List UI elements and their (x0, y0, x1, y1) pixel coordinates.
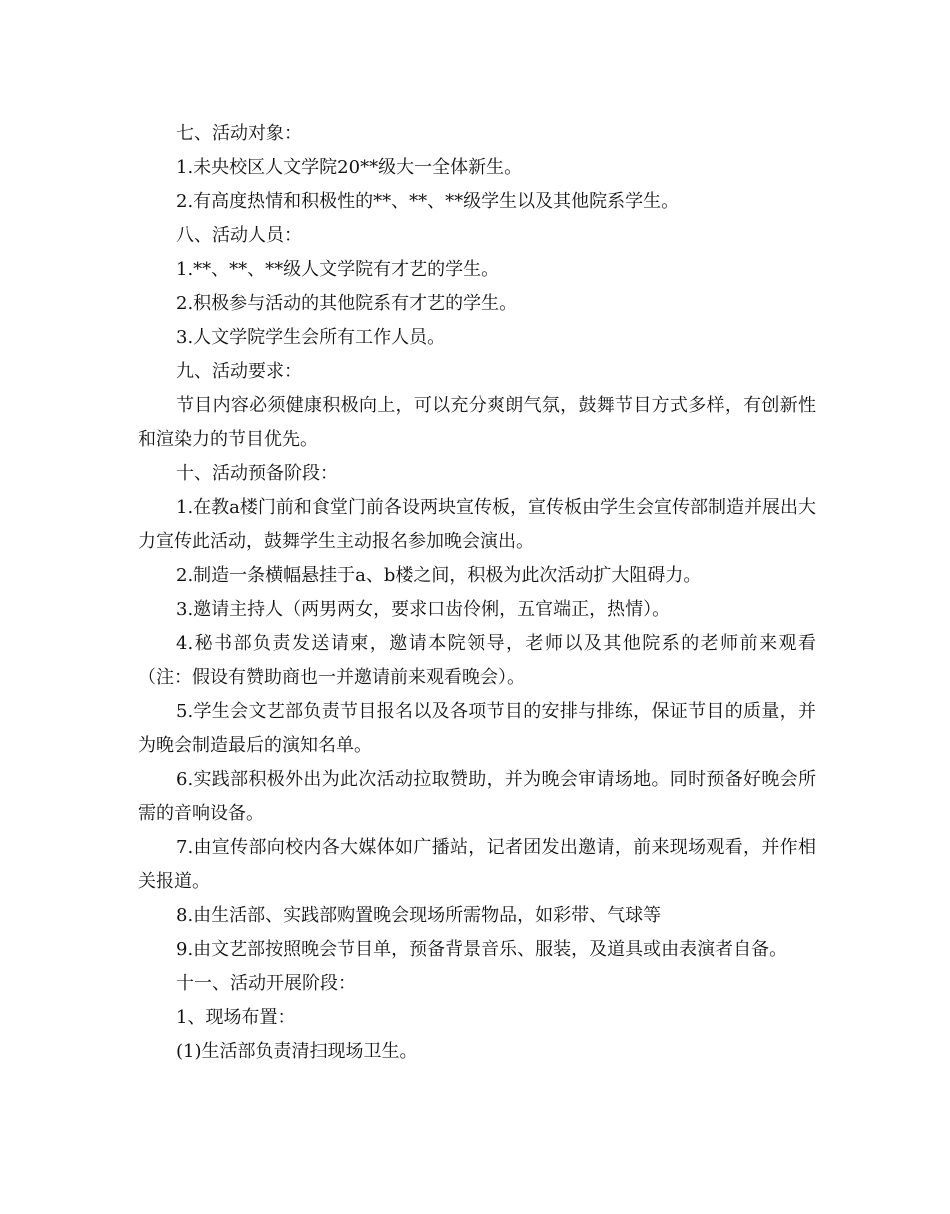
list-item: 1.未央校区人文学院20**级大一全体新生。 (176, 157, 523, 178)
list-item: 7.由宣传部向校内各大媒体如广播站，记者团发出邀请，前来现场观看，并作相关报道。 (138, 837, 816, 892)
list-item: 1.**、**、**级人文学院有才艺的学生。 (176, 259, 500, 280)
section-heading-11: 十一、活动开展阶段： (176, 973, 356, 994)
list-item: (1)生活部负责清扫现场卫生。 (176, 1041, 418, 1062)
list-item: 1.在教a楼门前和食堂门前各设两块宣传板，宣传板由学生会宣传部制造并展出大力宣传此活动，鼓舞学生主动报名参加晚会演出。 (138, 497, 816, 552)
section-heading-8: 八、活动人员： (176, 225, 302, 246)
list-item: 2.制造一条横幅悬挂于a、b楼之间，积极为此次活动扩大阻碍力。 (176, 565, 702, 586)
section-heading-9: 九、活动要求： (176, 361, 302, 382)
sub-heading: 1、现场布置： (176, 1007, 296, 1028)
list-item: 8.由生活部、实践部购置晚会现场所需物品，如彩带、气球等 (176, 905, 662, 926)
section-heading-10: 十、活动预备阶段： (176, 463, 338, 484)
list-item: 2.有高度热情和积极性的**、**、**级学生以及其他院系学生。 (176, 191, 680, 212)
list-item: 5.学生会文艺部负责节目报名以及各项节目的安排与排练，保证节目的质量，并为晚会制造最后的演知名单。 (138, 701, 816, 756)
list-item: 6.实践部积极外出为此次活动拉取赞助，并为晚会审请场地。同时预备好晚会所需的音响设备。 (138, 769, 816, 824)
body-paragraph: 节目内容必须健康积极向上，可以充分爽朗气氛，鼓舞节目方式多样，有创新性和渲染力的节目优先。 (138, 395, 816, 450)
section-heading-7: 七、活动对象： (176, 123, 302, 144)
document-body (138, 117, 816, 1069)
list-item: 4.秘书部负责发送请柬，邀请本院领导，老师以及其他院系的老师前来观看（注：假设有赞助商也一并邀请前来观看晚会）。 (138, 633, 816, 688)
list-item: 2.积极参与活动的其他院系有才艺的学生。 (176, 293, 518, 314)
list-item: 3.邀请主持人（两男两女，要求口齿伶俐，五官端正，热情）。 (176, 599, 671, 620)
list-item: 9.由文艺部按照晚会节目单，预备背景音乐、服装，及道具或由表演者自备。 (176, 939, 788, 960)
list-item: 3.人文学院学生会所有工作人员。 (176, 327, 446, 348)
